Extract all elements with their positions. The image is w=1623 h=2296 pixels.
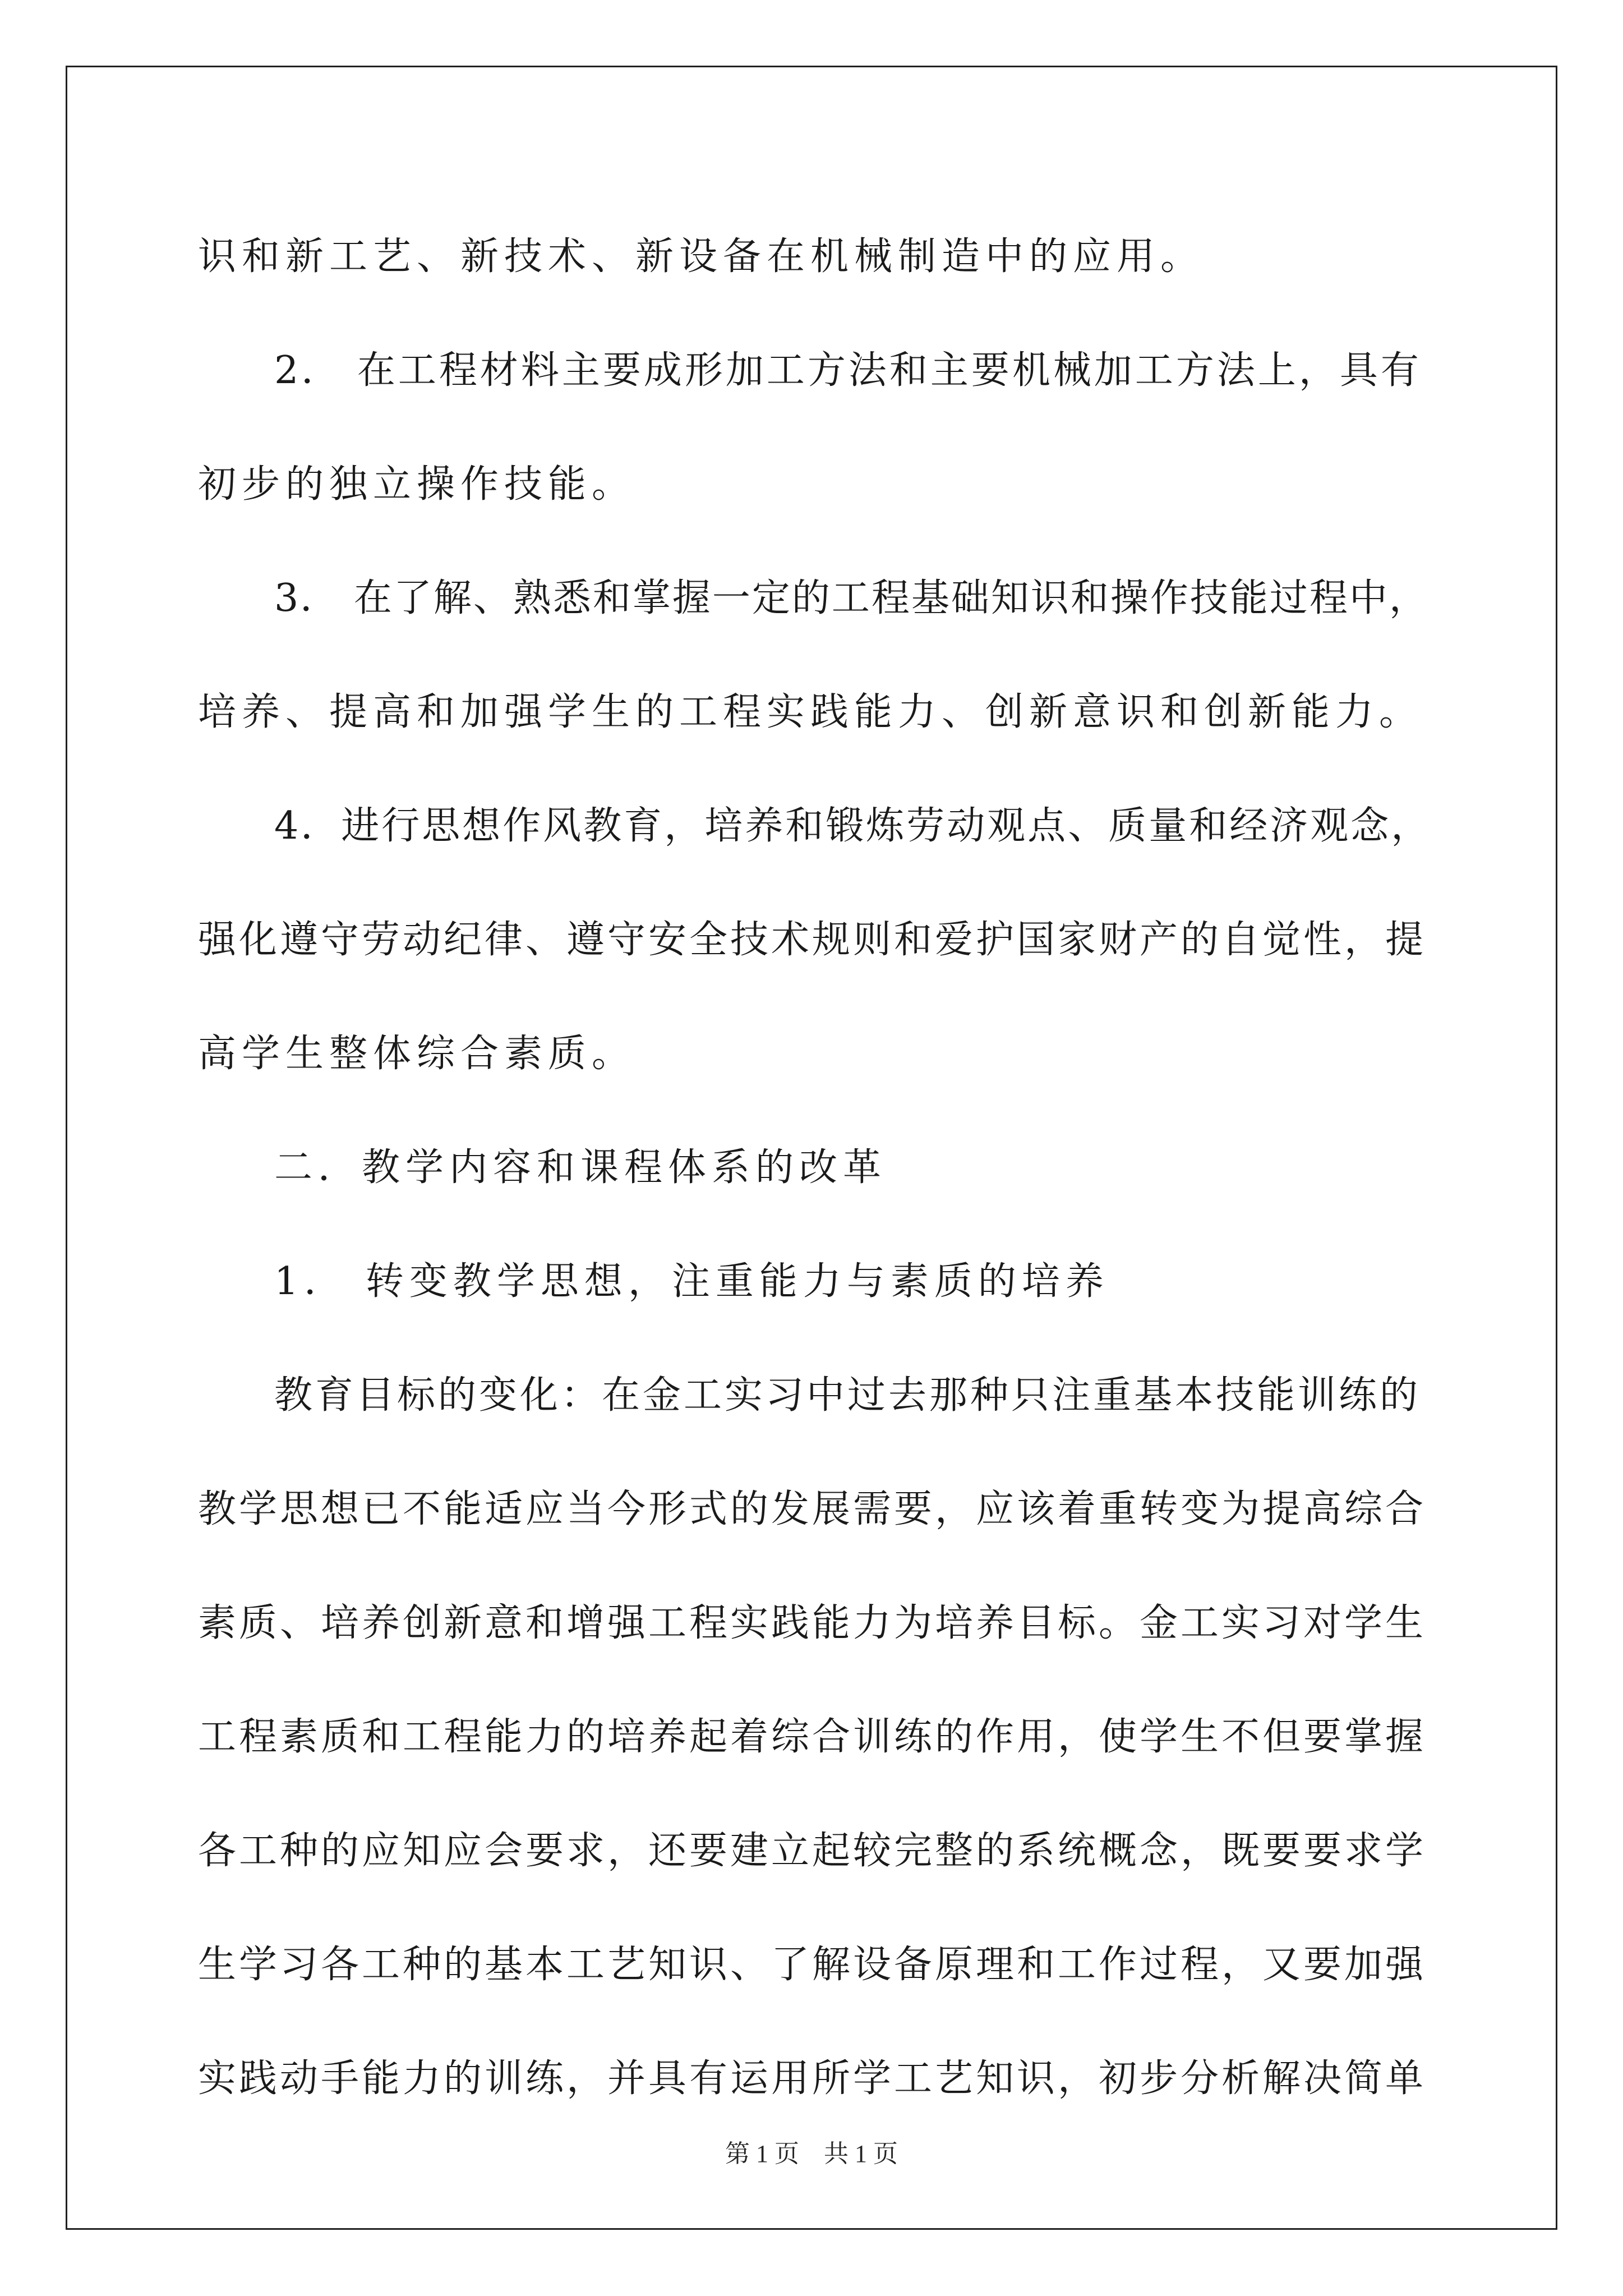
- text-line-3: 初步的独立操作技能。: [198, 462, 636, 507]
- text-line-2: 2． 在工程材料主要成形加工方法和主要机械加工方法上，具有: [274, 348, 1422, 393]
- document-body: [198, 200, 1432, 2136]
- text-line-6: 4．进行思想作风教育，培养和锻炼劳动观点、质量和经济观念，: [274, 803, 1432, 848]
- text-line-1: 识和新工艺、新技术、新设备在机械制造中的应用。: [198, 234, 1205, 279]
- text-line-13: 素质、培养创新意和增强工程实践能力为培养目标。金工实习对学生: [198, 1600, 1427, 1645]
- text-line-15: 各工种的应知应会要求，还要建立起较完整的系统概念，既要要求学: [198, 1828, 1427, 1873]
- page-footer: [0, 2133, 1623, 2169]
- text-line-17: 实践动手能力的训练，并具有运用所学工艺知识，初步分析解决简单: [198, 2056, 1427, 2101]
- subsection-heading: 1． 转变教学思想，注重能力与素质的培养: [274, 1259, 1109, 1304]
- text-line-14: 工程素质和工程能力的培养起着综合训练的作用，使学生不但要掌握: [198, 1714, 1427, 1759]
- text-line-4: 3． 在了解、熟悉和掌握一定的工程基础知识和操作技能过程中，: [274, 576, 1429, 620]
- text-line-11: 教育目标的变化：在金工实习中过去那种只注重基本技能训练的: [274, 1373, 1421, 1418]
- text-line-16: 生学习各工种的基本工艺知识、了解设备原理和工作过程，又要加强: [198, 1942, 1427, 1987]
- text-line-7: 强化遵守劳动纪律、遵守安全技术规则和爱护国家财产的自觉性，提: [198, 917, 1427, 962]
- section-heading: 二．教学内容和课程体系的改革: [274, 1145, 887, 1190]
- text-line-8: 高学生整体综合素质。: [198, 1031, 636, 1076]
- text-line-12: 教学思想已不能适应当今形式的发展需要，应该着重转变为提高综合: [198, 1487, 1427, 1531]
- text-line-5: 培养、提高和加强学生的工程实践能力、创新意识和创新能力。: [198, 689, 1423, 734]
- page-number: 第 1 页 共 1 页: [725, 2140, 898, 2168]
